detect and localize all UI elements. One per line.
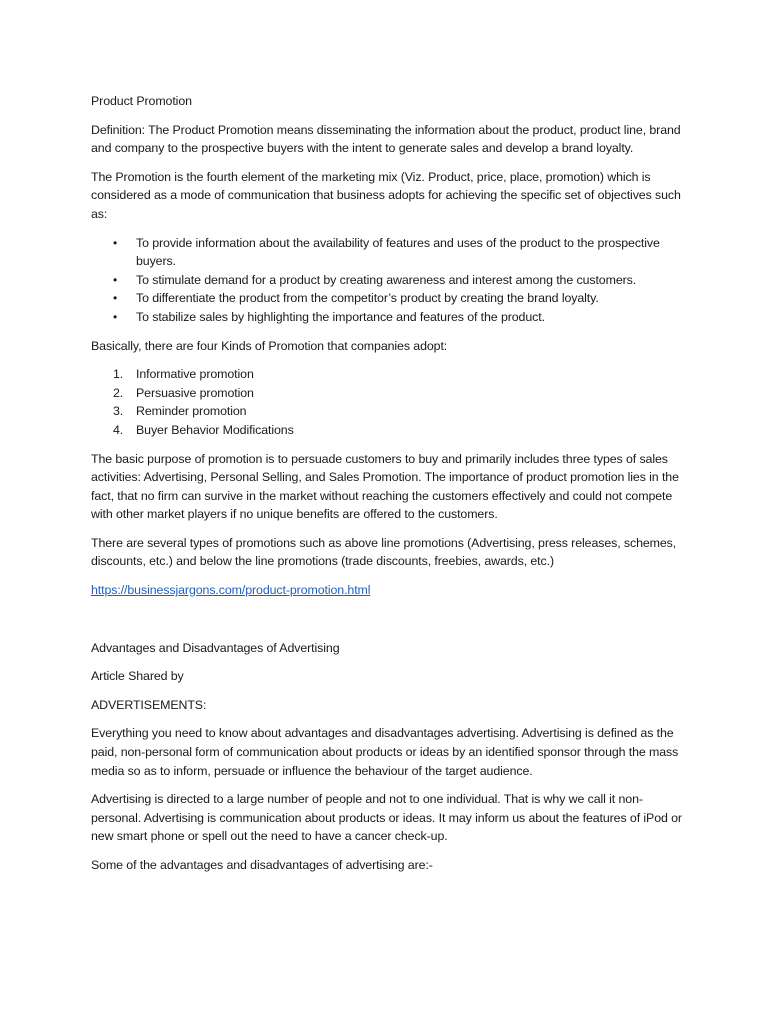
list-number: 2. [113,385,124,400]
list-number: 1. [113,367,124,382]
kind-label: Buyer Behavior Modifications [136,422,294,437]
list-item [91,289,691,308]
bullet-icon: • [113,291,118,306]
section-spacer [91,610,691,639]
document-page [91,92,691,885]
definition-paragraph: Definition: The Product Promotion means disseminating the information about the product, product line, brand and company to the prospective buyers with the intent to generate sales and develop a brand loyalty. [91,122,681,156]
marketing-mix-paragraph: The Promotion is the fourth element of the marketing mix (Viz. Product, price, place, promotion) which is considered as a mode of communication that business adopts for achieving the specific set of objectives such as: [91,169,681,221]
section-title-product-promotion: Product Promotion [91,94,192,108]
purpose-paragraph: The basic purpose of promotion is to persuade customers to buy and primarily includes three types of sales activities: Advertising, Personal Selling, and Sales Promotion. The importance of product promotion lies in the fact, that no firm can survive in the market without reaching the customers effectively and could not compete with other market players if no unique benefits are offered to the customers. [91,451,679,522]
bullet-icon: • [113,272,118,287]
objective-text: To stimulate demand for a product by creating awareness and interest among the customers. [136,272,637,287]
promotion-types-paragraph: There are several types of promotions such as above line promotions (Advertising, press releases, schemes, discounts, etc.) and below the line promotions (trade discounts, freebies, awards, etc.) [91,535,677,569]
list-number: 4. [113,422,124,437]
bullet-icon: • [113,309,118,324]
objective-text: To differentiate the product from the competitor’s product by creating the brand loyalty. [136,291,599,306]
list-item [91,402,691,421]
source-link[interactable]: https://businessjargons.com/product-promotion.html [91,583,371,598]
list-item [91,271,691,290]
source-link-line [91,581,691,600]
section-title-advertising: Advantages and Disadvantages of Advertising [91,640,340,655]
bullet-icon: • [113,235,118,250]
objective-text: To stabilize sales by highlighting the importance and features of the product. [136,309,545,324]
list-item [91,384,691,403]
objective-text: To provide information about the availability of features and uses of the product to the prospective buyers. [136,235,660,269]
objectives-list [91,234,691,327]
promotion-kinds-list [91,365,691,439]
list-item [91,365,691,384]
kind-label: Reminder promotion [136,404,247,419]
kind-label: Informative promotion [136,367,254,382]
advantages-intro-paragraph: Some of the advantages and disadvantages of advertising are:- [91,858,433,872]
list-number: 3. [113,404,124,419]
advertisements-label: ADVERTISEMENTS: [91,697,207,712]
kinds-intro-paragraph: Basically, there are four Kinds of Promotion that companies adopt: [91,338,448,353]
list-item [91,421,691,440]
advertising-definition-paragraph: Everything you need to know about advantages and disadvantages advertising. Advertising is defined as the paid, non-personal form of communication about products or ideas by an identified sponsor through the mass media so as to inform, persuade or influence the behaviour of the target audience. [91,726,679,778]
article-shared-by: Article Shared by [91,669,184,684]
kind-label: Persuasive promotion [136,385,254,400]
list-item [91,308,691,327]
list-item [91,234,691,271]
advertising-nonpersonal-paragraph: Advertising is directed to a large number of people and not to one individual. That is why we call it non-personal. Advertising is communication about products or ideas. It may inform us about the features of iPod or new smart phone or spell out the need to have a cancer check-up. [91,792,682,844]
